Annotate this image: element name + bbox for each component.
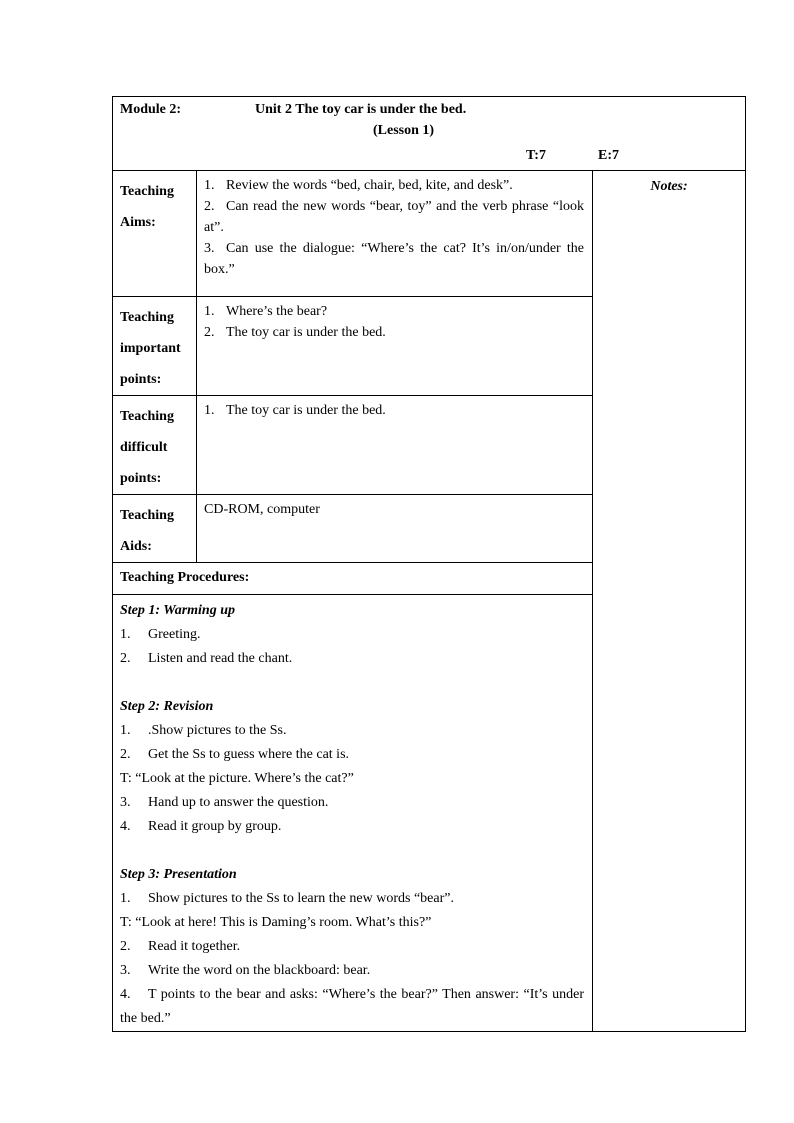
list-item: 4. Read it group by group.: [120, 819, 282, 834]
module-label: Module 2:: [120, 102, 182, 117]
t-count: T:7: [526, 148, 546, 163]
list-item: 3. Hand up to answer the question.: [120, 795, 329, 810]
step-title: Step 3: Presentation: [120, 867, 237, 882]
list-item: 1. Where’s the bear?: [204, 304, 328, 319]
list-item: 2. Can read the new words “bear, toy” and the verb phrase “look at”.: [204, 199, 584, 235]
notes-column: [593, 171, 746, 1032]
step-title: Step 2: Revision: [120, 699, 214, 714]
difficult-points-label: Teaching difficult points:: [113, 396, 197, 495]
important-points-label: Teaching important points:: [113, 297, 197, 396]
list-item: 3. Write the word on the blackboard: bear.: [120, 963, 371, 978]
list-item: 2. Listen and read the chant.: [120, 651, 293, 666]
difficult-points-content: [197, 396, 593, 495]
procedures-heading: Teaching Procedures:: [113, 563, 593, 595]
aims-label: Teaching Aims:: [113, 171, 197, 297]
list-item: 1. Greeting.: [120, 627, 201, 642]
list-item: 2. The toy car is under the bed.: [204, 325, 386, 340]
teaching-aids-value: CD-ROM, computer: [197, 495, 593, 563]
list-item: 1. The toy car is under the bed.: [204, 403, 386, 418]
list-item: 4. T points to the bear and asks: “Where’s the bear?” Then answer: “It’s under the bed.”: [120, 987, 584, 1026]
list-item: 2. Get the Ss to guess where the cat is.: [120, 747, 350, 762]
list-item: T: “Look at the picture. Where’s the cat?”: [120, 771, 354, 786]
list-item: 2. Read it together.: [120, 939, 241, 954]
list-item: 1. Show pictures to the Ss to learn the new words “bear”.: [120, 891, 454, 906]
list-item: 1. Review the words “bed, chair, bed, kite, and desk”.: [204, 178, 513, 193]
lesson-plan-table: [112, 96, 746, 1032]
step-title: Step 1: Warming up: [120, 603, 236, 618]
aims-content: [197, 171, 593, 297]
teaching-aids-label: Teaching Aids:: [113, 495, 197, 563]
list-item: 3. Can use the dialogue: “Where’s the cat? It’s in/on/under the box.”: [204, 241, 584, 277]
header-cell: [113, 97, 746, 171]
procedures-content: [113, 595, 593, 1032]
unit-title: Unit 2 The toy car is under the bed.: [255, 102, 467, 117]
list-item: T: “Look at here! This is Daming’s room. What’s this?”: [120, 915, 432, 930]
notes-label: Notes:: [650, 179, 688, 194]
e-count: E:7: [598, 148, 619, 163]
important-points-content: [197, 297, 593, 396]
lesson-label: (Lesson 1): [373, 123, 435, 138]
list-item: 1. .Show pictures to the Ss.: [120, 723, 287, 738]
